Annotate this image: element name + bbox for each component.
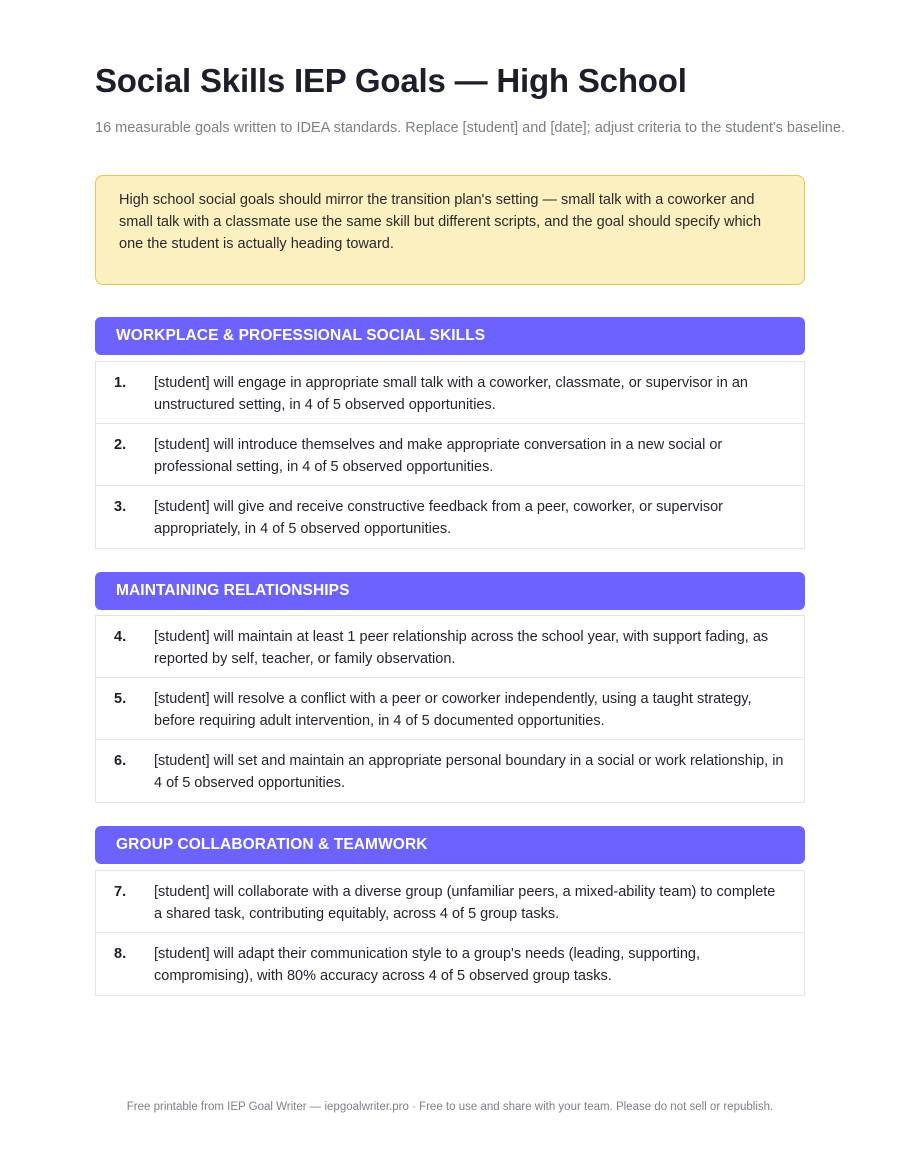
goal-number: 8. [114,946,127,962]
goal-row [95,615,805,679]
goal-row [95,677,805,741]
section-header-collaboration [95,826,805,864]
goal-row [95,739,805,803]
section-header-relationships [95,572,805,610]
goal-list-collaboration [95,870,805,996]
goal-text: [student] will collaborate with a diverse group (unfamiliar peers, a mixed-ability team) to complete a shared task, contributing equitably, across 4 of 5 group tasks. [154,884,776,922]
goal-text: [student] will maintain at least 1 peer relationship across the school year, with support fading, as reported by self, teacher, or family observation. [154,629,769,667]
goal-number: 2. [114,437,127,453]
goal-list-workplace [95,361,805,549]
goal-text: [student] will set and maintain an appropriate personal boundary in a social or work relationship, in 4 of 5 observed opportunities. [154,753,784,791]
goal-number: 5. [114,691,127,707]
goal-text: [student] will introduce themselves and make appropriate conversation in a new social or professional setting, in 4 of 5 observed opportunities. [154,437,723,475]
goal-row [95,423,805,487]
goal-text: [student] will resolve a conflict with a peer or coworker independently, using a taught strategy, before requiring adult intervention, in 4 of 5 documented opportunities. [154,691,752,729]
page-subtitle: 16 measurable goals written to IDEA standards. Replace [student] and [date]; adjust criteria to the student's baseline. [95,120,845,136]
goal-row [95,870,805,934]
goal-text: [student] will give and receive constructive feedback from a peer, coworker, or supervisor appropriately, in 4 of 5 observed opportunities. [154,499,723,537]
section-header-workplace [95,317,805,355]
tip-callout: High school social goals should mirror the transition plan's setting — small talk with a coworker and small talk with a classmate use the same skill but different scripts, and the goal should specify which one the student is actually heading toward. [95,175,805,285]
goal-text: [student] will engage in appropriate small talk with a coworker, classmate, or supervisor in an unstructured setting, in 4 of 5 observed opportunities. [154,375,748,413]
goal-number: 6. [114,753,127,769]
goal-number: 7. [114,884,127,900]
page-footer: Free printable from IEP Goal Writer — iepgoalwriter.pro · Free to use and share with your team. Please do not sell or republish. [126,1101,774,1113]
goal-number: 4. [114,629,127,645]
goal-row [95,932,805,996]
goal-number: 1. [114,375,127,391]
goal-list-relationships [95,615,805,803]
goal-number: 3. [114,499,127,515]
goal-row [95,485,805,549]
section-heading: GROUP COLLABORATION & TEAMWORK [116,836,428,853]
section-heading: MAINTAINING RELATIONSHIPS [116,582,350,599]
page-title: Social Skills IEP Goals — High School [95,62,687,99]
goal-text: [student] will adapt their communication style to a group's needs (leading, supporting, compromising), with 80% accuracy across 4 of 5 observed group tasks. [154,946,701,984]
goal-row [95,361,805,425]
section-heading: WORKPLACE & PROFESSIONAL SOCIAL SKILLS [116,327,486,344]
